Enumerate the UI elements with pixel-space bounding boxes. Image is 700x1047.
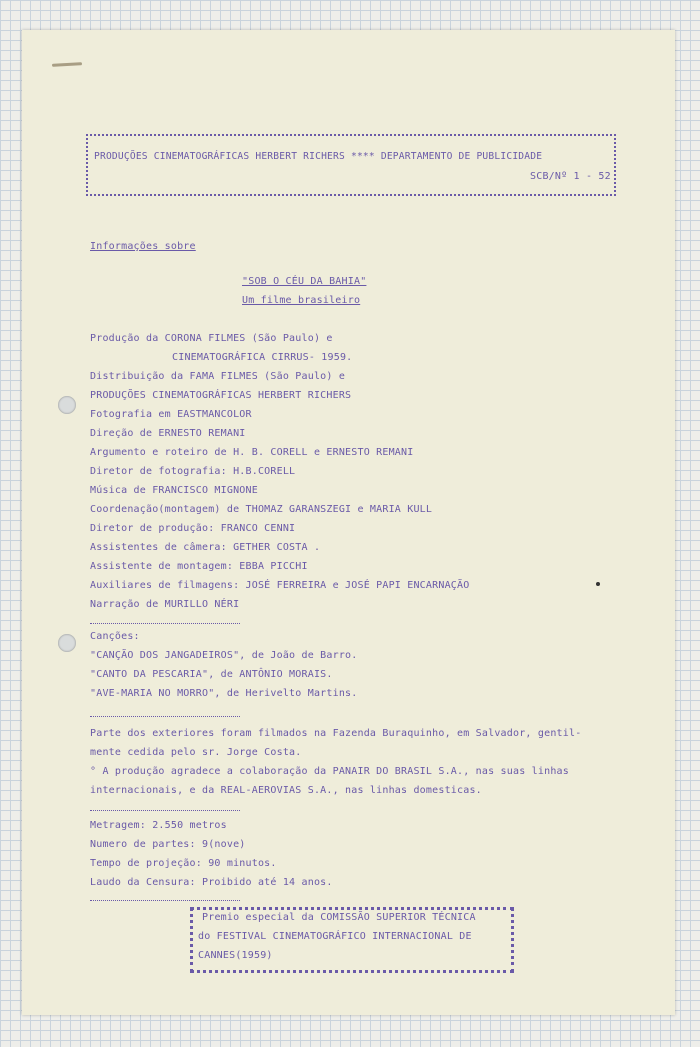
ink-dot <box>596 582 600 586</box>
prize-line: do FESTIVAL CINEMATOGRÁFICO INTERNACIONAL DE <box>198 931 472 942</box>
credit-line: Diretor de fotografia: H.B.CORELL <box>90 466 296 477</box>
spec-line: Tempo de projeção: 90 minutos. <box>90 858 277 869</box>
credit-line: Produção da CORONA FILMES (São Paulo) e <box>90 333 333 344</box>
spec-line: Metragem: 2.550 metros <box>90 820 227 831</box>
credit-line: Assistente de montagem: EBBA PICCHI <box>90 561 308 572</box>
punch-hole-top <box>58 396 76 414</box>
section-divider <box>90 623 240 624</box>
credit-line: CINEMATOGRÁFICA CIRRUS- 1959. <box>172 352 353 363</box>
song-item: "CANÇÃO DOS JANGADEIROS", de João de Barro. <box>90 650 358 661</box>
credit-line: Fotografia em EASTMANCOLOR <box>90 409 252 420</box>
film-subtitle: Um filme brasileiro <box>242 295 361 306</box>
song-item: "CANTO DA PESCARIA", de ANTÔNIO MORAIS. <box>90 669 333 680</box>
staple-mark <box>52 62 82 67</box>
credit-line: PRODUÇÕES CINEMATOGRÁFICAS HERBERT RICHERS <box>90 390 352 401</box>
letterhead-title: PRODUÇÕES CINEMATOGRÁFICAS HERBERT RICHERS **** DEPARTAMENTO DE PUBLICIDADE <box>94 151 543 162</box>
section-divider <box>90 716 240 717</box>
song-item: "AVE-MARIA NO MORRO", de Herivelto Martins. <box>90 688 358 699</box>
credit-line: Coordenação(montagem) de THOMAZ GARANSZEGI e MARIA KULL <box>90 504 433 515</box>
credit-line: Diretor de produção: FRANCO CENNI <box>90 523 296 534</box>
document-page <box>22 30 675 1015</box>
songs-label: Canções: <box>90 631 140 642</box>
section-divider <box>90 900 240 901</box>
film-title: "SOB O CÉU DA BAHIA" <box>242 276 367 287</box>
intro-heading: Informações sobre <box>90 241 196 252</box>
credit-line: Narração de MURILLO NÉRI <box>90 599 240 610</box>
section-divider <box>90 810 240 811</box>
credit-line: Direção de ERNESTO REMANI <box>90 428 246 439</box>
credit-line: Distribuição da FAMA FILMES (São Paulo) e <box>90 371 346 382</box>
prize-line: CANNES(1959) <box>198 950 273 961</box>
credit-line: Assistentes de câmera: GETHER COSTA . <box>90 542 321 553</box>
credit-line: Música de FRANCISCO MIGNONE <box>90 485 258 496</box>
document-reference: SCB/Nº 1 - 52 <box>530 171 611 182</box>
credit-line: Auxiliares de filmagens: JOSÉ FERREIRA e JOSÉ PAPI ENCARNAÇÃO <box>90 580 470 591</box>
note-line: mente cedida pelo sr. Jorge Costa. <box>90 747 302 758</box>
credit-line: Argumento e roteiro de H. B. CORELL e ERNESTO REMANI <box>90 447 414 458</box>
spec-line: Numero de partes: 9(nove) <box>90 839 246 850</box>
note-line: ° A produção agradece a colaboração da PANAIR DO BRASIL S.A., nas suas linhas <box>90 766 569 777</box>
prize-line: Premio especial da COMISSÃO SUPERIOR TÉCNICA <box>202 912 476 923</box>
note-line: Parte dos exteriores foram filmados na Fazenda Buraquinho, em Salvador, gentil- <box>90 728 582 739</box>
note-line: internacionais, e da REAL-AEROVIAS S.A., nas linhas domesticas. <box>90 785 482 796</box>
punch-hole-bottom <box>58 634 76 652</box>
letterhead-box <box>86 134 616 196</box>
spec-line: Laudo da Censura: Proibido até 14 anos. <box>90 877 333 888</box>
